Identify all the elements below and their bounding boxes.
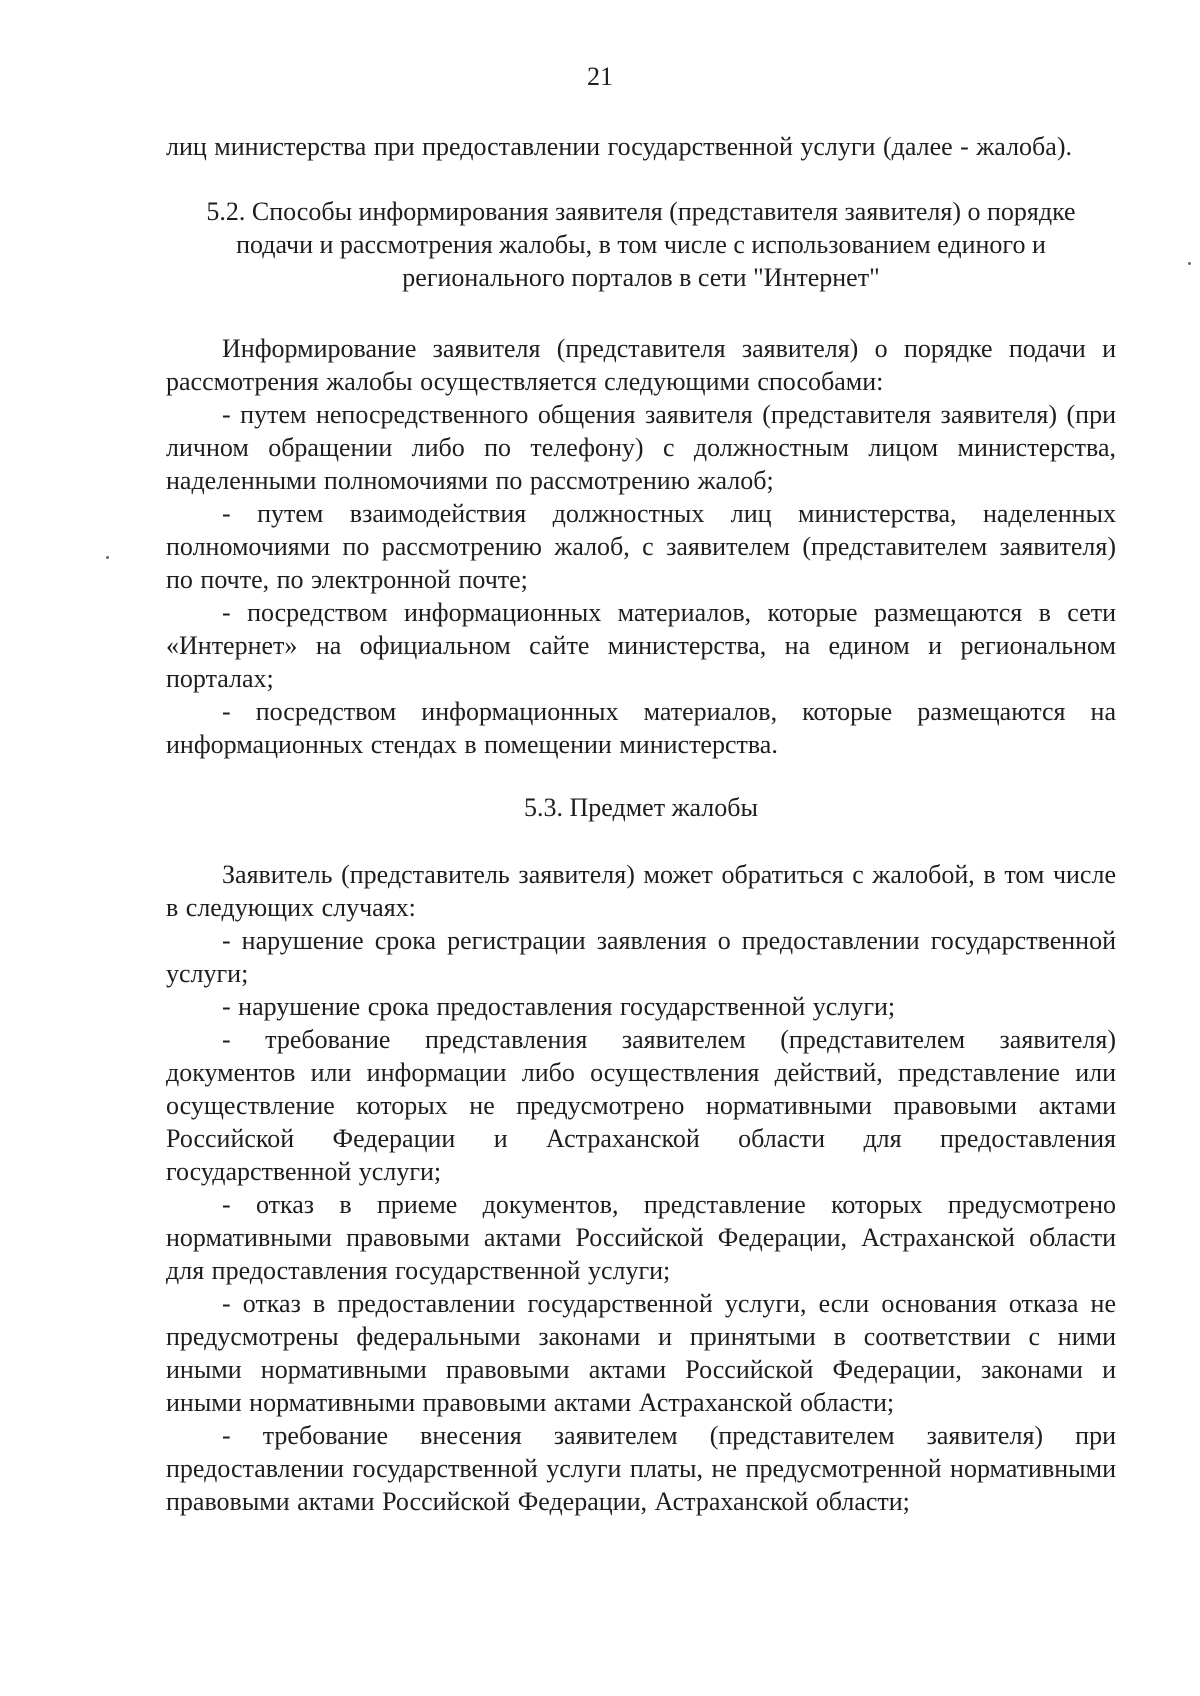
list-item: - посредством информационных материалов, которые размещаются на информационных стендах в помещении министерства. [166, 697, 1116, 759]
list-item: - путем непосредственного общения заявителя (представителя заявителя) (при личном обращении либо по телефону) с должностным лицом министерства, наделенными полномочиями по рассмотрению жалоб; [166, 400, 1116, 495]
list-item: - требование внесения заявителем (представителем заявителя) при предоставлении государственной услуги платы, не предусмотренной нормативными правовыми актами Российской Федерации, Астраханской области; [166, 1421, 1116, 1516]
list-item: - отказ в предоставлении государственной услуги, если основания отказа не предусмотрены федеральными законами и принятыми в соответствии с ними иными нормативными правовыми актами Российской Федерации, законами и иными нормативными правовыми актами Астраханской области; [166, 1289, 1116, 1417]
section-5-2 [166, 195, 1116, 761]
list-item: - путем взаимодействия должностных лиц министерства, наделенных полномочиями по рассмотрению жалоб, с заявителем (представителем заявителя) по почте, по электронной почте; [166, 499, 1116, 594]
list-item: - посредством информационных материалов, которые размещаются в сети «Интернет» на официальном сайте министерства, на едином и региональном порталах; [166, 598, 1116, 693]
document-body [166, 130, 1116, 1518]
section-5-2-lead: Информирование заявителя (представителя заявителя) о порядке подачи и рассмотрения жалобы осуществляется следующими способами: [166, 334, 1116, 396]
intro-paragraph: лиц министерства при предоставлении государственной услуги (далее - жалоба). [166, 132, 1072, 161]
list-item: - отказ в приеме документов, представление которых предусмотрено нормативными правовыми актами Российской Федерации, Астраханской области для предоставления государственной услуги; [166, 1190, 1116, 1285]
section-5-3-lead: Заявитель (представитель заявителя) может обратиться с жалобой, в том числе в следующих случаях: [166, 860, 1116, 922]
list-item: - нарушение срока предоставления государственной услуги; [222, 992, 896, 1021]
page-number: 21 [587, 62, 613, 91]
scan-speck [1188, 262, 1191, 265]
section-5-3 [166, 791, 1116, 1518]
section-heading-5-2: 5.2. Способы информирования заявителя (представителя заявителя) о порядке подачи и рассмотрения жалобы, в том числе с использованием единого и регионального порталов в сети "Интернет" [206, 197, 1076, 292]
section-heading-5-3: 5.3. Предмет жалобы [524, 793, 758, 822]
scan-speck [106, 556, 109, 559]
list-item: - требование представления заявителем (представителем заявителя) документов или информации либо осуществления действий, представление или осуществление которых не предусмотрено нормативными правовыми актами Российской Федерации и Астраханской области для предоставления государственной услуги; [166, 1025, 1116, 1186]
list-item: - нарушение срока регистрации заявления о предоставлении государственной услуги; [166, 926, 1116, 988]
